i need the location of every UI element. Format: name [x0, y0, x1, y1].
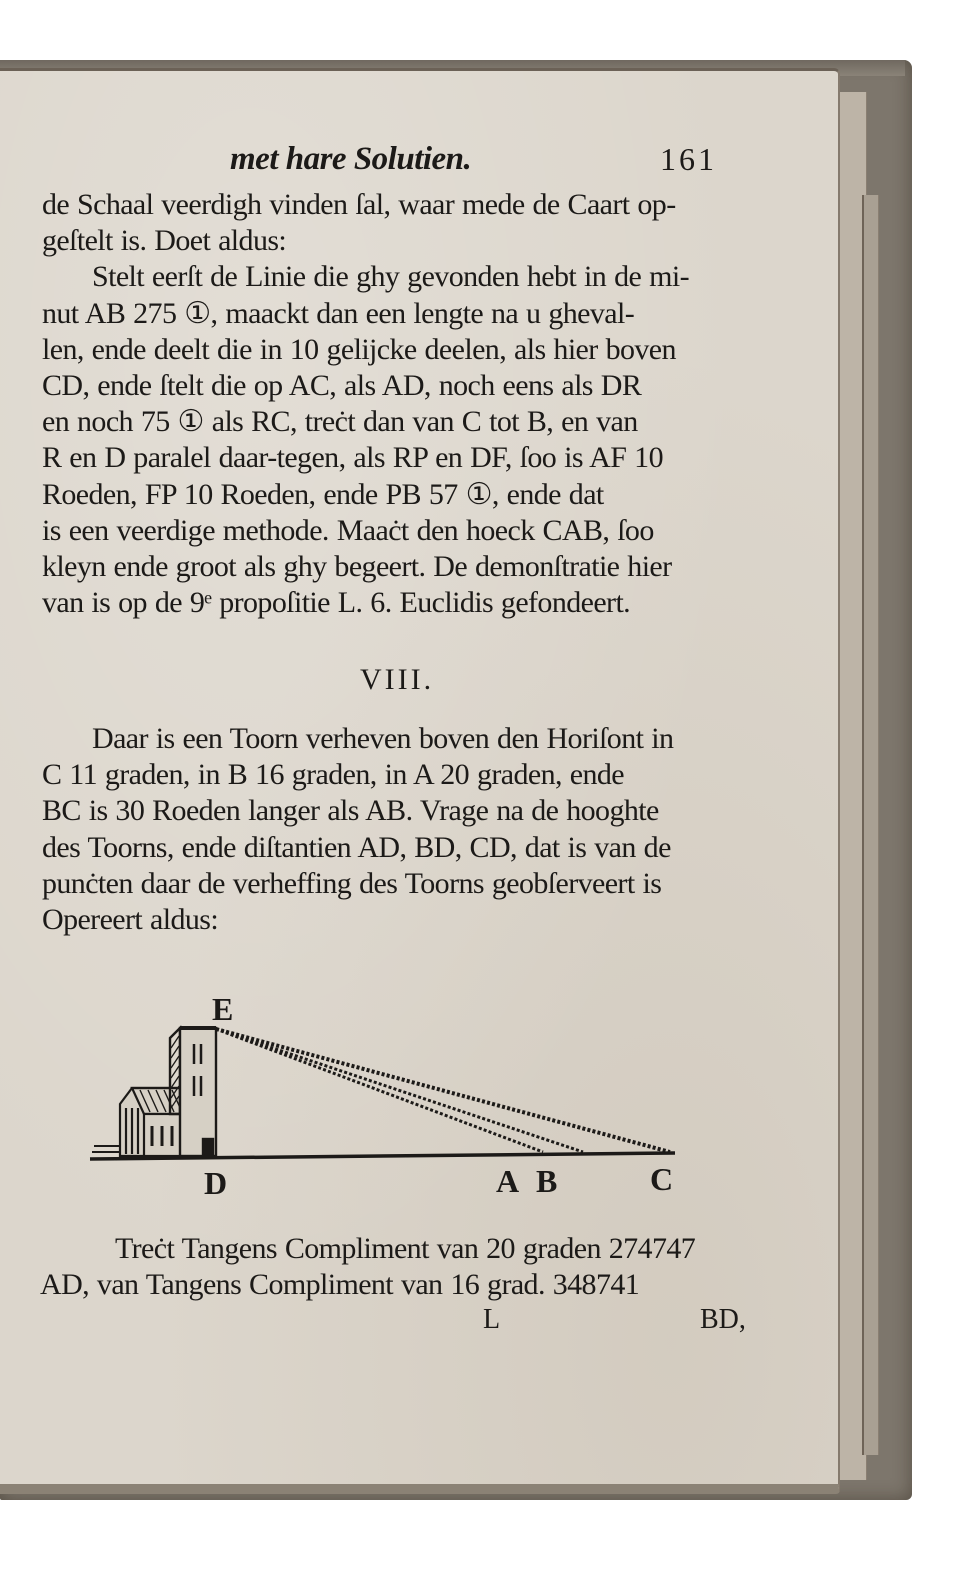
text-line: en noch 75 ① als RC, treċt dan van C tot B, en van — [42, 405, 638, 439]
text-line: AD, van Tangens Compliment van 16 grad. 348741 — [40, 1268, 640, 1302]
book-page — [0, 68, 840, 1494]
text-line: geſtelt is. Doet aldus: — [42, 224, 287, 258]
tower-diagram — [40, 996, 700, 1206]
page-edges-inner — [862, 195, 879, 1455]
running-head: met hare Solutien. — [230, 141, 472, 177]
catchword: BD, — [700, 1304, 746, 1335]
label-D: D — [204, 1165, 228, 1201]
text-line: Stelt eerſt de Linie die ghy gevonden hebt in de mi- — [92, 260, 689, 294]
section-heading: VIII. — [360, 663, 435, 696]
text-line: Daar is een Toorn verheven boven den Horiſont in — [92, 722, 674, 755]
label-C: C — [650, 1161, 674, 1197]
text-line: Treċt Tangens Compliment van 20 graden 274747 — [115, 1232, 696, 1265]
label-E: E — [212, 996, 234, 1027]
text-line: R en D paralel daar-tegen, als RP en DF, ſoo is AF 10 — [42, 441, 663, 475]
page-header — [230, 141, 750, 177]
paragraph-tower-problem — [42, 721, 742, 938]
text-line: Roeden, FP 10 Roeden, ende PB 57 ①, ende dat — [42, 477, 604, 511]
text-line: BC is 30 Roeden langer als AB. Vrage na de hooghte — [42, 794, 659, 828]
text-line: van is op de 9ᵉ propoſitie L. 6. Euclidis gefondeert. — [42, 586, 631, 620]
text-line: is een veerdige methode. Maaċt den hoeck CAB, ſoo — [42, 513, 654, 547]
text-line: len, ende deelt die in 10 gelijcke deelen, als hier boven — [42, 332, 676, 366]
text-line: des Toorns, ende diſtantien AD, BD, CD, dat is van de — [42, 830, 671, 864]
signature-mark: L — [483, 1304, 501, 1335]
text-line: punċten daar de verheffing des Toorns geobſerveert is — [42, 866, 662, 900]
sight-line-A — [216, 1029, 543, 1152]
page-number: 161 — [660, 141, 717, 177]
label-B: B — [536, 1163, 558, 1199]
text-line: de Schaal veerdigh vinden ſal, waar mede de Caart op- — [42, 188, 676, 221]
paragraph-calculation — [40, 1231, 765, 1303]
text-line: kleyn ende groot als ghy begeert. De demonſtratie hier — [42, 549, 672, 583]
label-A: A — [496, 1163, 520, 1199]
text-line: Opereert aldus: — [42, 902, 219, 936]
text-line: C 11 graden, in B 16 graden, in A 20 graden, ende — [42, 758, 625, 792]
text-line: CD, ende ſtelt die op AC, als AD, noch eens als DR — [42, 368, 642, 402]
sight-line-C — [216, 1029, 670, 1152]
text-line: nut AB 275 ①, maackt dan een lengte na u gheval- — [42, 296, 635, 330]
sight-line-B — [216, 1029, 583, 1152]
paragraph-scale-method — [42, 187, 742, 621]
sight-lines — [216, 1029, 670, 1152]
